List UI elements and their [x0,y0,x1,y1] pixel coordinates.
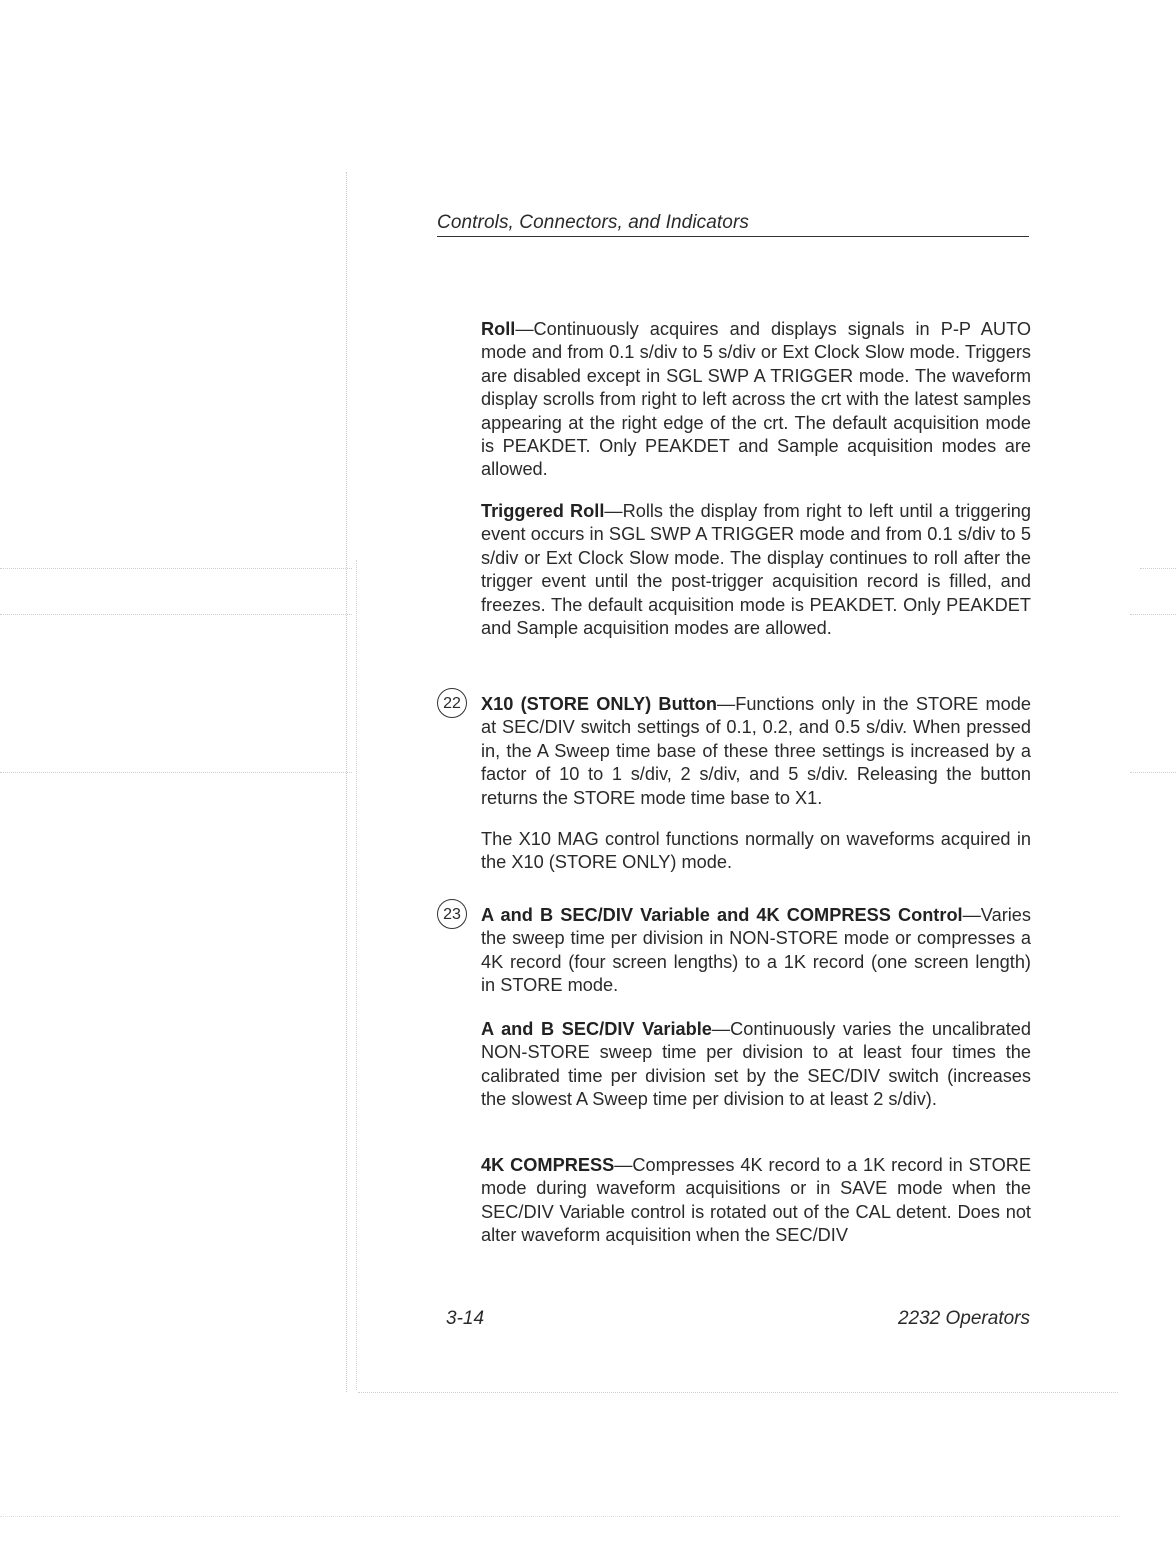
paragraph-triggered-roll [481,500,1031,640]
term-x10-button: X10 (STORE ONLY) Button [481,694,718,714]
page-header: Controls, Connectors, and Indicators [437,212,1029,237]
paragraph-roll [481,318,1031,482]
text-triggered-roll: —Rolls the display from right to left until a triggering event occurs in SGL SWP A TRIGGER mode and from 0.1 s/div to 5 s/div or Ext Clock Slow mode. The display continues to roll after the trigger event until the post-trigger acquisition record is filled, and freezes. The default acquisition mode is PEAKDET. Only PEAKDET and Sample acquisition modes are allowed. [481,501,1031,639]
text-4k-compress: —Compresses 4K record to a 1K record in STORE mode during waveform acquisitions or in SAVE mode when the SEC/DIV Variable control is rotated out of the CAL detent. Does not alter waveform acquisition when the SEC/DIV [481,1155,1031,1246]
paragraph-x10-note: The X10 MAG control functions normally on waveforms acquired in the X10 (STORE ONLY) mode. [481,829,1031,873]
text-x10-button: —Functions only in the STORE mode at SEC/DIV switch settings of 0.1, 0.2, and 0.5 s/div. When pressed in, the A Sweep time base of these three settings is increased by a factor of 10 to 1 s/div, 2 s/div, and 5 s/div. Releasing the button returns the STORE mode time base to X1. [481,694,1031,808]
text-sec-div-variable: —Continuously varies the uncalibrated NON-STORE sweep time per division to at least four times the calibrated time per division set by the SEC/DIV switch (increases the slowest A Sweep time per division to at least 2 s/div). [481,1019,1031,1110]
margin-rule-horizontal [358,1392,1118,1393]
margin-rule-vertical [346,172,347,1392]
paragraph-4k-compress [481,1154,1031,1248]
margin-rule-horizontal [0,614,352,615]
item-number-22: 22 [437,688,467,718]
term-4k-compress: 4K COMPRESS [481,1155,615,1175]
margin-rule-vertical-inner [356,560,357,1390]
term-triggered-roll: Triggered Roll [481,501,605,521]
text-roll: —Continuously acquires and displays signals in P-P AUTO mode and from 0.1 s/div to 5 s/div or Ext Clock Slow mode. Triggers are disabled except in SGL SWP A TRIGGER mode. The waveform display scrolls from right to left across the crt with the latest samples appearing at the right edge of the crt. The default acquisition mode is PEAKDET. Only PEAKDET and Sample acquisition modes are allowed. [481,319,1031,480]
margin-rule-horizontal [0,568,352,569]
term-sec-div-control: A and B SEC/DIV Variable and 4K COMPRESS Control [481,905,963,925]
term-roll: Roll [481,319,516,339]
margin-rule-horizontal [0,1516,1120,1517]
margin-rule-horizontal [0,772,352,773]
margin-rule-horizontal [1140,568,1176,569]
paragraph-sec-div-control [481,904,1031,998]
margin-rule-horizontal [1130,772,1176,773]
text-sec-div-control: —Varies the sweep time per division in NON-STORE mode or compresses a 4K record (four screen lengths) to a 1K record (one screen length) in STORE mode. [481,905,1031,996]
page-number: 3-14 [446,1308,485,1329]
paragraph-sec-div-variable [481,1018,1031,1112]
margin-rule-horizontal [1130,614,1176,615]
term-sec-div-variable: A and B SEC/DIV Variable [481,1019,712,1039]
item-number-23: 23 [437,899,467,929]
manual-title: 2232 Operators [897,1308,1030,1329]
paragraph-x10-button [481,693,1031,810]
